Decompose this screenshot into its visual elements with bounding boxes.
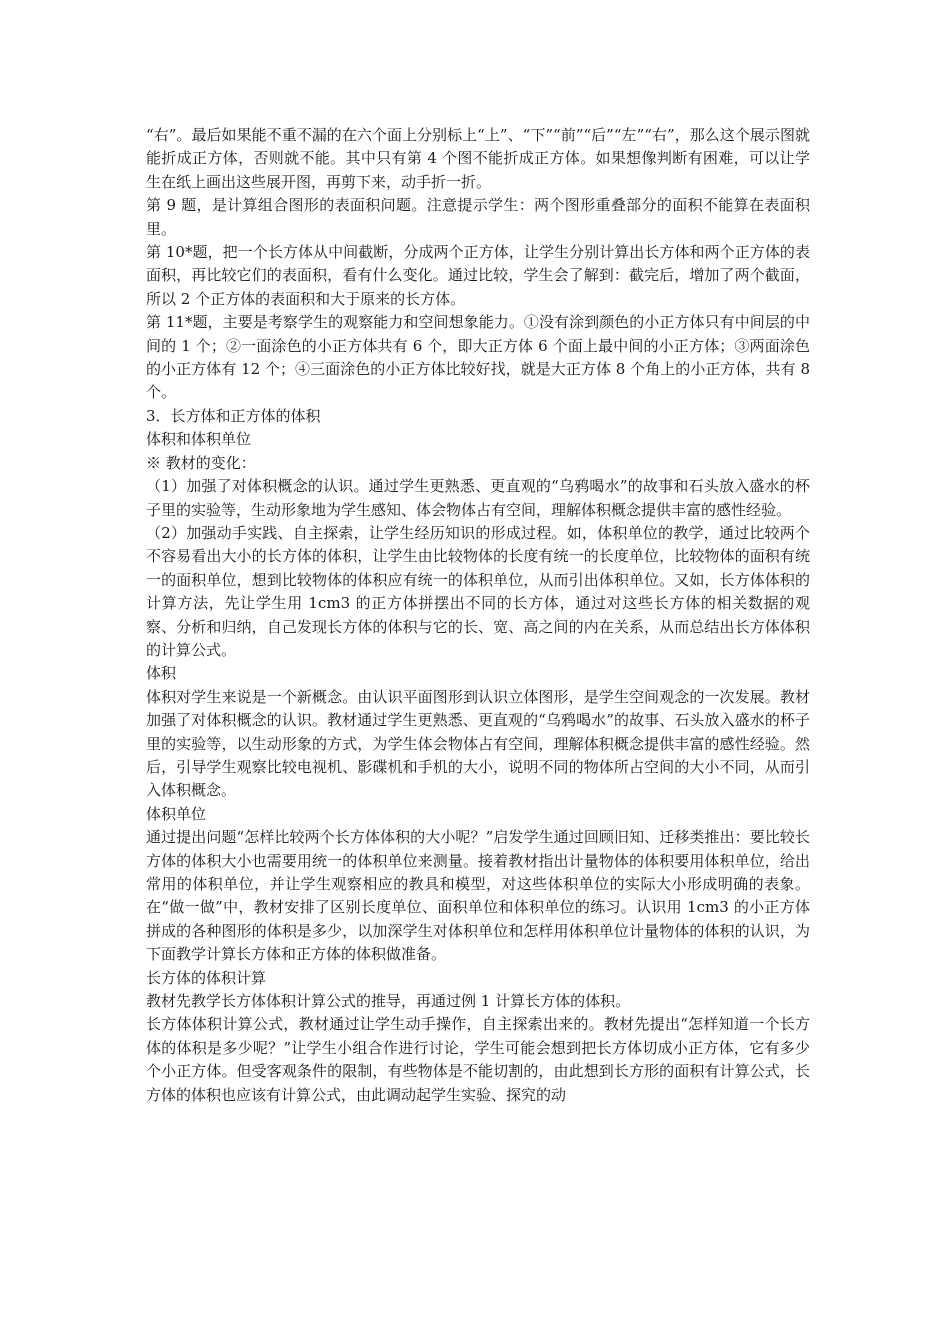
subheading-volume: 体积 [146,664,177,683]
paragraph-change-2: （2）加强动手实践、自主探索，让学生经历知识的形成过程。如，体积单位的教学，通过比较两个不容易看出大小的长方体的体积，让学生由比较物体的长度有统一的长度单位，比较物体的面积有统一的面积单位，想到比较物体的体积应有统一的体积单位，从而引出体积单位。又如，长方体体积的计算方法，先让学生用 1cm3 的正方体拼摆出不同的长方体，通过对这些长方体的相关数据的观察、分析和归纳，自己发现长方体的体积与它的长、宽、高之间的内在关系，从而总结出长方体体积的计算公式。 [146,523,810,659]
paragraph-change-1: （1）加强了对体积概念的认识。通过学生更熟悉、更直观的“乌鸦喝水”的故事和石头放入盛水的杯子里的实验等，生动形象地为学生感知、体会物体占有空间，理解体积概念提供丰富的感性经验。 [146,477,810,519]
document-body [146,124,810,1107]
subheading-textbook-changes: ※ 教材的变化： [146,453,256,472]
subheading-cuboid-volume: 长方体的体积计算 [146,968,267,987]
paragraph-exercise-9: 第 9 题，是计算组合图形的表面积问题。注意提示学生：两个图形重叠部分的面积不能算在表面积里。 [146,196,810,238]
paragraph-volume-concept: 体积对学生来说是一个新概念。由认识平面图形到认识立体图形，是学生空间观念的一次发展。教材加强了对体积概念的认识。教材通过学生更熟悉、更直观的“乌鸦喝水”的故事、石头放入盛水的杯子里的实验等，以生动形象的方式，为学生体会物体占有空间，理解体积概念提供丰富的感性经验。然后，引导学生观察比较电视机、影碟机和手机的大小，说明不同的物体所占空间的大小不同，从而引入体积概念。 [146,687,810,800]
paragraph-exercise-10: 第 10*题，把一个长方体从中间截断，分成两个正方体，让学生分别计算出长方体和两个正方体的表面积，再比较它们的表面积，看有什么变化。通过比较，学生会了解到：截完后，增加了两个截面，所以 2 个正方体的表面积和大于原来的长方体。 [146,243,810,308]
subheading-volume-and-units: 体积和体积单位 [146,430,252,449]
paragraph-cuboid-formula: 长方体体积计算公式，教材通过让学生动手操作，自主探索出来的。教材先提出“怎样知道一个长方体的体积是多少呢？”让学生小组合作进行讨论，学生可能会想到把长方体切成小正方体，它有多少个小正方体。但受客观条件的限制，有些物体是不能切割的，由此想到长方形的面积有计算公式，长方体的体积也应该有计算公式，由此调动起学生实验、探究的动 [146,1015,810,1104]
section-heading-volume: 3．长方体和正方体的体积 [146,406,321,425]
paragraph-exercise-11: 第 11*题，主要是考察学生的观察能力和空间想象能力。①没有涂到颜色的小正方体只有中间层的中间的 1 个；②一面涂色的小正方体共有 6 个，即大正方体 6 个面上最中间的小正方体；③两面涂色的小正方体有 12 个；④三面涂色的小正方体比较好找，就是大正方体 8 个角上的小正方体，共有 8 个。 [146,313,810,402]
paragraph-volume-units: 通过提出问题“怎样比较两个长方体体积的大小呢？”启发学生通过回顾旧知、迁移类推出：要比较长方体的体积大小也需要用统一的体积单位来测量。接着教材指出计量物体的体积要用体积单位，给出常用的体积单位，并让学生观察相应的教具和模型，对这些体积单位的实际大小形成明确的表象。在“做一做”中，教材安排了区别长度单位、面积单位和体积单位的练习。认识用 1cm3 的小正方体拼成的各种图形的体积是多少，以加深学生对体积单位和怎样用体积单位计量物体的体积的认识，为下面教学计算长方体和正方体的体积做准备。 [146,828,810,964]
subheading-volume-units: 体积单位 [146,804,207,823]
paragraph-cuboid-intro: 教材先教学长方体体积计算公式的推导，再通过例 1 计算长方体的体积。 [146,992,631,1011]
paragraph-face-labels: “右”。最后如果能不重不漏的在六个面上分别标上“上”、“下”“前”“后”“左”“右”，那么这个展示图就能折成正方体，否则就不能。其中只有第 4 个图不能折成正方体。如果想像判断有困难，可以让学生在纸上画出这些展开图，再剪下来，动手折一折。 [146,126,810,191]
